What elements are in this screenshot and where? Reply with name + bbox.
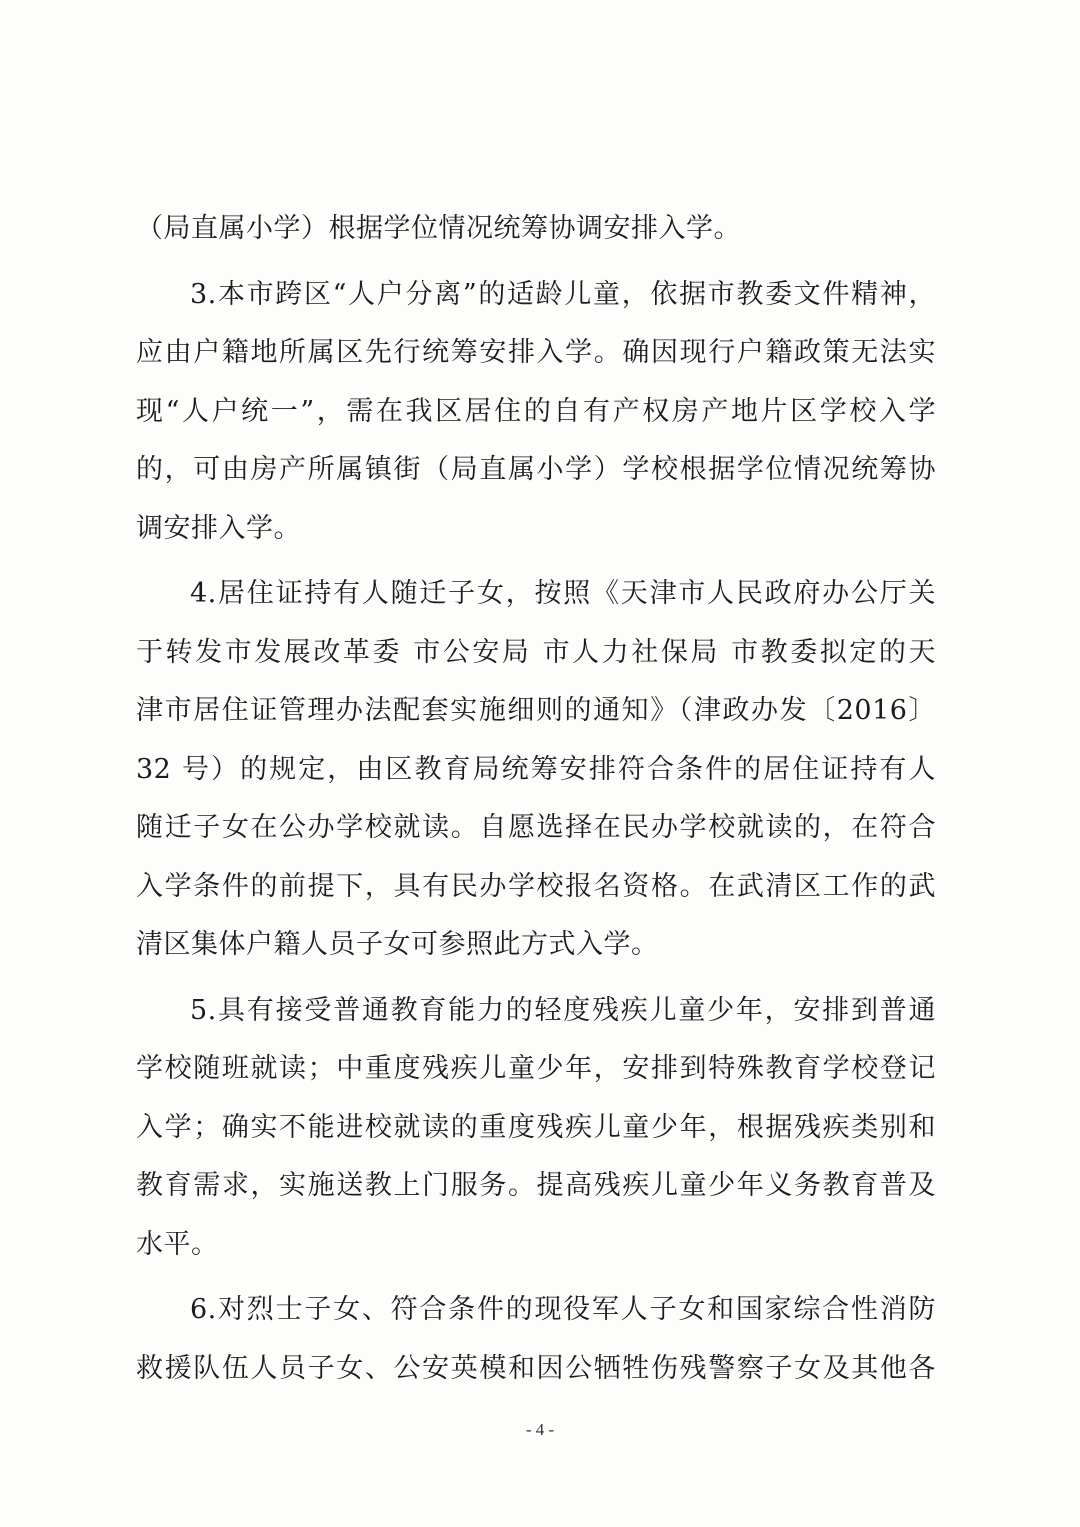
paragraph-line: 清区集体户籍人员子女可参照此方式入学。 — [136, 929, 659, 960]
paragraph-line: 6.对烈士子女、符合条件的现役军人子女和国家综合性消防 — [190, 1294, 936, 1325]
paragraph-line: 4.居住证持有人随迁子女，按照《天津市人民政府办公厅关 — [190, 578, 936, 609]
paragraph-line: 应由户籍地所属区先行统筹安排入学。确因现行户籍政策无法实 — [136, 337, 936, 368]
paragraph-line: 于转发市发展改革委 市公安局 市人力社保局 市教委拟定的天 — [136, 636, 936, 668]
paragraph-line: 随迁子女在公办学校就读。自愿选择在民办学校就读的，在符合 — [136, 812, 936, 843]
document-body — [136, 200, 936, 1398]
paragraph-line: 5.具有接受普通教育能力的轻度残疾儿童少年，安排到普通 — [190, 994, 936, 1026]
paragraph-line: （局直属小学）根据学位情况统筹协调安排入学。 — [136, 213, 741, 244]
paragraph-line: 入学；确实不能进校就读的重度残疾儿童少年，根据残疾类别和 — [136, 1111, 936, 1143]
paragraph-line: 津市居住证管理办法配套实施细则的通知》（津政办发〔2016〕 — [136, 695, 936, 726]
paragraph-line: 3.本市跨区“人户分离”的适龄儿童，依据市教委文件精神， — [190, 278, 936, 310]
paragraph-line: 教育需求，实施送教上门服务。提高残疾儿童少年义务教育普及 — [136, 1170, 936, 1201]
paragraph-line: 入学条件的前提下，具有民办学校报名资格。在武清区工作的武 — [136, 870, 936, 902]
paragraph-line: 救援队伍人员子女、公安英模和因公牺牲伤残警察子女及其他各 — [136, 1352, 936, 1384]
page-number: - 4 - — [525, 1420, 555, 1439]
paragraph-line: 的，可由房产所属镇街（局直属小学）学校根据学位情况统筹协 — [136, 454, 936, 485]
paragraph-line: 学校随班就读；中重度残疾儿童少年，安排到特殊教育学校登记 — [136, 1053, 936, 1084]
paragraph-line: 现“人户统一”，需在我区居住的自有产权房产地片区学校入学 — [136, 395, 936, 427]
paragraph-line: 水平。 — [136, 1228, 219, 1260]
paragraph-line: 调安排入学。 — [136, 512, 301, 544]
paragraph-line: 32 号）的规定，由区教育局统筹安排符合条件的居住证持有人 — [136, 753, 936, 785]
